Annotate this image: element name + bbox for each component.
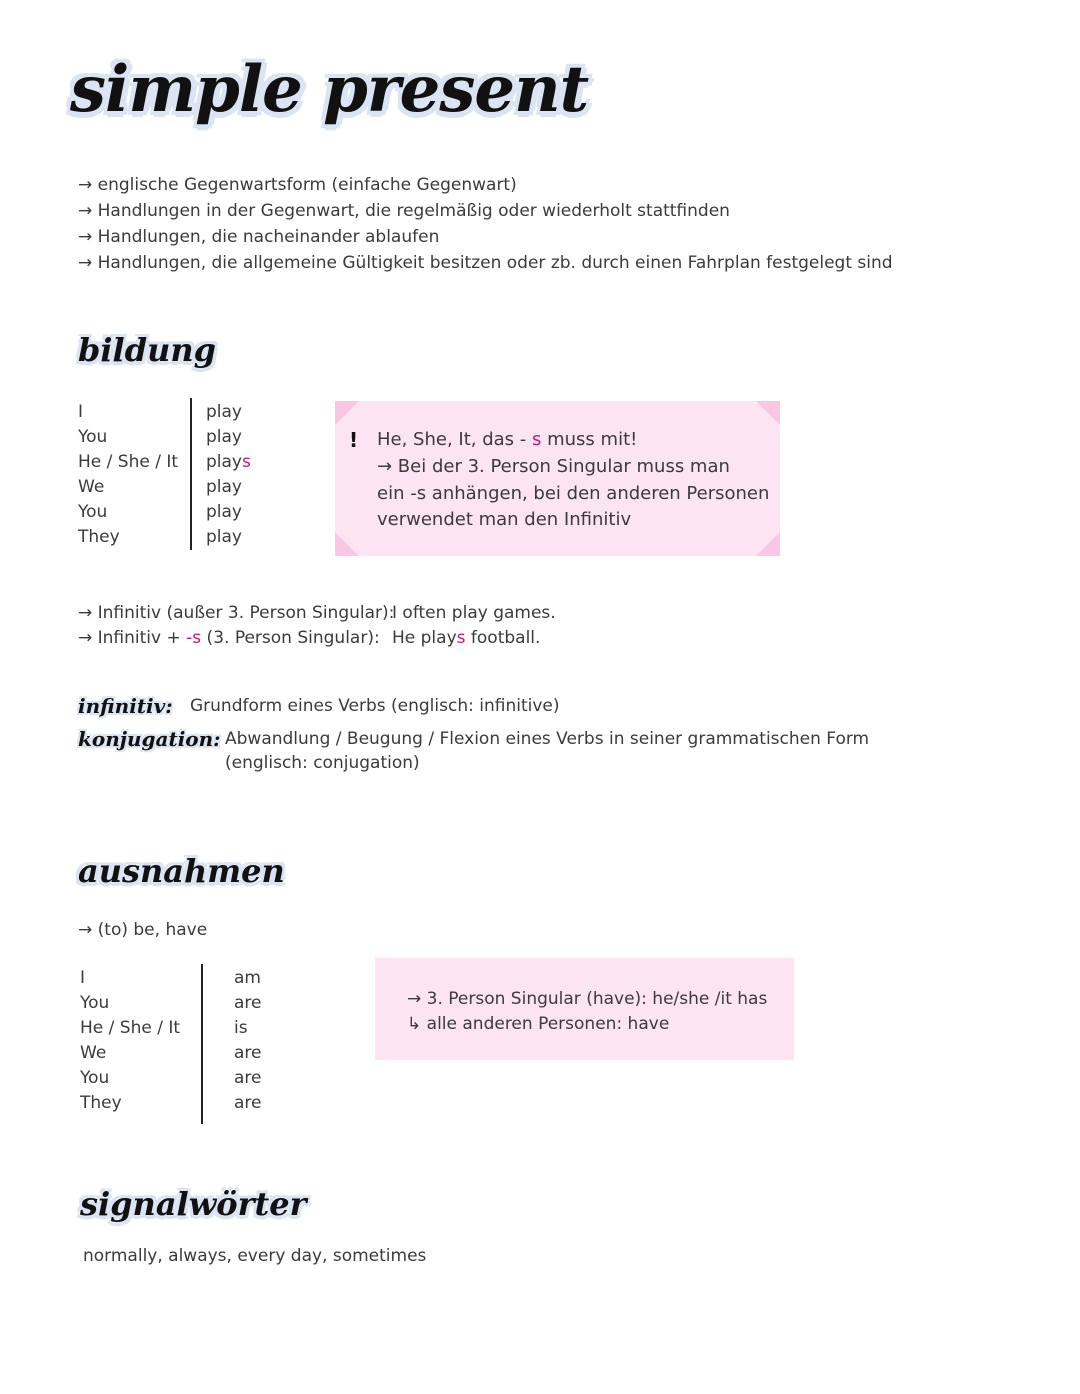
- verb-stem: play: [206, 477, 242, 497]
- verb-stem: play: [206, 452, 242, 472]
- verb-stem: play: [206, 427, 242, 447]
- pronoun-i: I: [80, 968, 86, 988]
- rule-infinitiv-example: I often play games.: [392, 603, 556, 623]
- verb-form: [206, 450, 251, 475]
- ausnahmen-verb-column: [234, 966, 262, 1116]
- exclamation-icon: !: [349, 428, 359, 452]
- example-text: He play: [392, 628, 457, 648]
- rule-text: → Infinitiv +: [78, 628, 187, 648]
- note-line-2: → Bei der 3. Person Singular muss man: [377, 456, 730, 477]
- rule-infinitiv: → Infinitiv (außer 3. Person Singular):: [78, 603, 395, 623]
- pronoun-you-plural: You: [80, 1068, 110, 1088]
- verb-form: [206, 425, 251, 450]
- pronoun-they: They: [78, 527, 120, 547]
- note-line-1: [377, 431, 637, 449]
- bildung-heading: bildung: [78, 331, 216, 369]
- verb-form: [206, 525, 251, 550]
- note-line-3: ein -s anhängen, bei den anderen Personen: [377, 483, 770, 504]
- signalwoerter-heading: signalwörter: [80, 1185, 307, 1223]
- intro-item-1: → englische Gegenwartsform (einfache Gegenwart): [78, 175, 517, 195]
- verb-suffix: s: [242, 452, 251, 472]
- konjugation-definition-english: (englisch: conjugation): [225, 753, 420, 773]
- box-corner-decoration: [335, 401, 359, 425]
- bildung-pronoun-column: [78, 400, 178, 550]
- bildung-verb-column: [206, 400, 251, 550]
- rule-accent: -s: [186, 628, 202, 648]
- pronoun-we: We: [80, 1043, 107, 1063]
- ausnahmen-pronoun-column: [80, 966, 180, 1116]
- infinitiv-term: infinitiv:: [78, 694, 173, 718]
- pronoun-he-she-it: He / She / It: [80, 1018, 181, 1038]
- rule-text: (3. Person Singular):: [201, 628, 380, 648]
- ausnahmen-note-line-1: → 3. Person Singular (have): he/she /it has: [407, 989, 768, 1009]
- bildung-divider: [190, 398, 192, 550]
- verb-form: [206, 475, 251, 500]
- infinitiv-definition: Grundform eines Verbs (englisch: infinitive): [190, 696, 560, 716]
- rule-infinitiv-s: [78, 630, 380, 647]
- konjugation-term: konjugation:: [78, 727, 221, 751]
- pronoun-we: We: [78, 477, 105, 497]
- intro-item-4: → Handlungen, die allgemeine Gültigkeit besitzen oder zb. durch einen Fahrplan festgelegt sind: [78, 253, 893, 273]
- ausnahmen-note-box: [375, 958, 794, 1060]
- note-text: muss mit!: [541, 429, 638, 450]
- box-corner-decoration: [335, 532, 359, 556]
- pronoun-he-she-it: He / She / It: [78, 452, 179, 472]
- intro-item-3: → Handlungen, die nacheinander ablaufen: [78, 227, 440, 247]
- verb-form: are: [234, 1068, 262, 1088]
- bildung-note-box: [335, 401, 780, 556]
- pronoun-you: You: [78, 427, 108, 447]
- verb-form: are: [234, 993, 262, 1013]
- pronoun-you: You: [80, 993, 110, 1013]
- signalwoerter-list: normally, always, every day, sometimes: [83, 1246, 427, 1266]
- ausnahmen-intro: → (to) be, have: [78, 920, 208, 940]
- ausnahmen-divider: [201, 964, 203, 1124]
- rule-infinitiv-s-example: [392, 630, 540, 647]
- verb-stem: play: [206, 527, 242, 547]
- verb-form: [206, 500, 251, 525]
- pronoun-they: They: [80, 1093, 122, 1113]
- intro-item-2: → Handlungen in der Gegenwart, die regelmäßig oder wiederholt stattfinden: [78, 201, 730, 221]
- box-corner-decoration: [756, 532, 780, 556]
- page-title: simple present: [70, 52, 589, 127]
- verb-form: are: [234, 1043, 262, 1063]
- verb-stem: play: [206, 402, 242, 422]
- pronoun-i: I: [78, 402, 84, 422]
- verb-stem: play: [206, 502, 242, 522]
- pronoun-you-plural: You: [78, 502, 108, 522]
- note-line-4: verwendet man den Infinitiv: [377, 509, 632, 530]
- box-corner-decoration: [756, 401, 780, 425]
- ausnahmen-heading: ausnahmen: [78, 852, 285, 890]
- verb-form: [206, 400, 251, 425]
- verb-form: am: [234, 968, 261, 988]
- ausnahmen-note-line-2: ↳ alle anderen Personen: have: [407, 1014, 670, 1034]
- verb-form: is: [234, 1018, 248, 1038]
- note-text: He, She, It, das -: [377, 429, 532, 450]
- verb-form: are: [234, 1093, 262, 1113]
- note-accent: s: [532, 429, 542, 450]
- konjugation-definition: Abwandlung / Beugung / Flexion eines Verbs in seiner grammatischen Form: [225, 729, 870, 749]
- example-text: football.: [465, 628, 541, 648]
- example-accent: s: [456, 628, 466, 648]
